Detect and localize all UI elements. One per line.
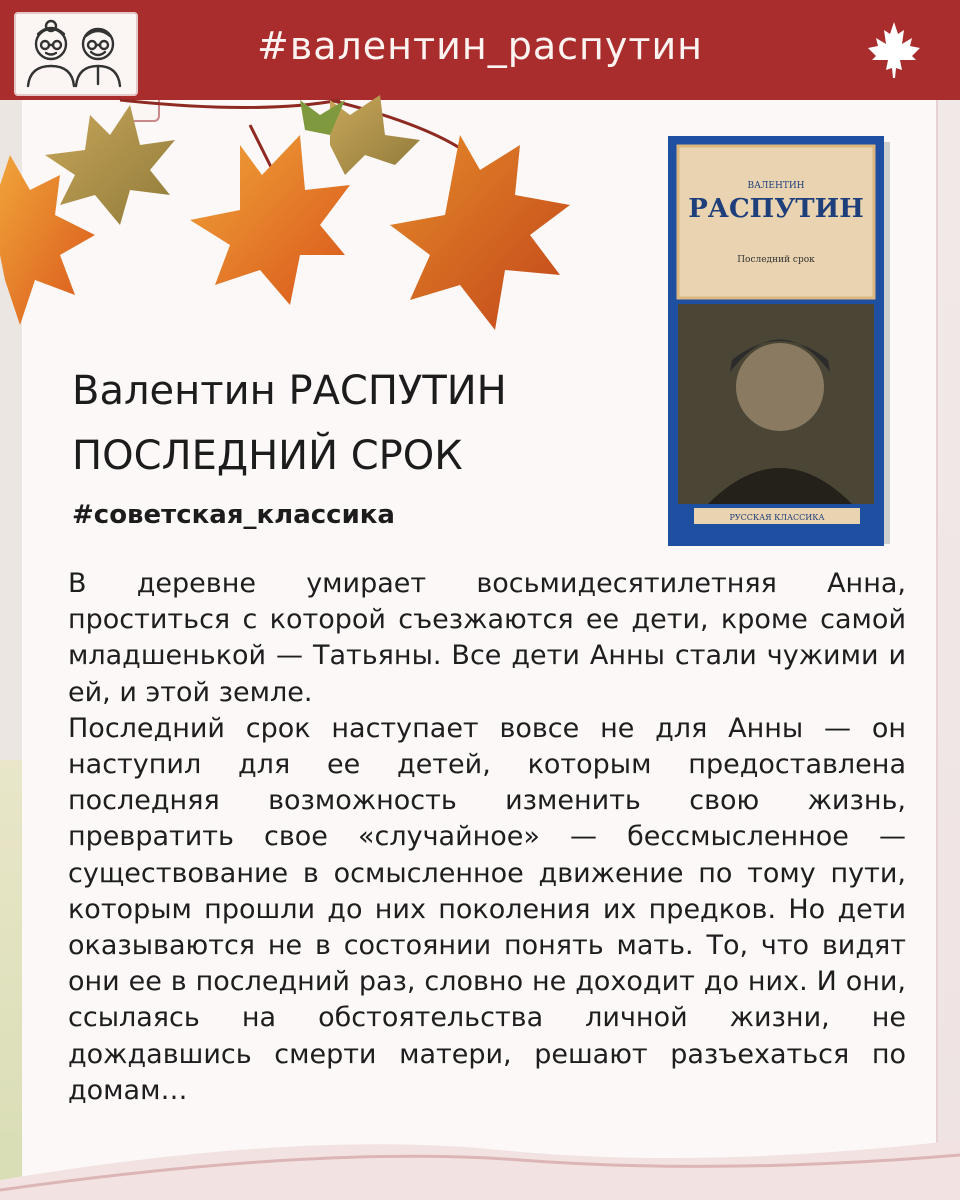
bottom-wave-decoration xyxy=(0,1120,960,1200)
autumn-leaves-illustration xyxy=(0,95,630,365)
cover-title: Последний срок xyxy=(737,255,815,265)
book-author: Валентин РАСПУТИН xyxy=(72,368,507,414)
header-hashtag[interactable]: #валентин_распутин xyxy=(256,24,704,68)
cover-author-big: РАСПУТИН xyxy=(688,194,864,224)
header-bar xyxy=(0,0,960,100)
logo-badge xyxy=(14,12,138,96)
elderly-couple-icon xyxy=(16,14,136,94)
maple-leaf-icon xyxy=(862,18,926,82)
cover-author-small: ВАЛЕНТИН xyxy=(747,181,805,191)
genre-hashtag[interactable]: #советская_классика xyxy=(72,500,395,530)
book-description xyxy=(68,566,906,1109)
book-title: ПОСЛЕДНИЙ СРОК xyxy=(72,433,463,479)
cover-series: РУССКАЯ КЛАССИКА xyxy=(729,513,825,522)
description-paragraph-2: Последний срок наступает вовсе не для Анны — он наступил для ее детей, которым предоставлена последняя возможность изменить свою жизнь, превратить свое «случайное» — бессмысленное — существование в осмысленное движение по тому пути, которым прошли до них поколения их предков. Но дети оказываются не в состоянии понять мать. То, что видят они ее в последний раз, словно не доходит до них. И они, ссылаясь на обстоятельства личной жизни, не дождавшись смерти матери, решают разъехаться по домам… xyxy=(68,712,906,1106)
book-cover-image xyxy=(668,132,890,546)
description-paragraph-1: В деревне умирает восьмидесятилетняя Анна, проститься с которой съезжаются ее дети, кроме самой младшенькой — Татьяны. Все дети Анны стали чужими и ей, и этой земле. xyxy=(68,568,906,708)
